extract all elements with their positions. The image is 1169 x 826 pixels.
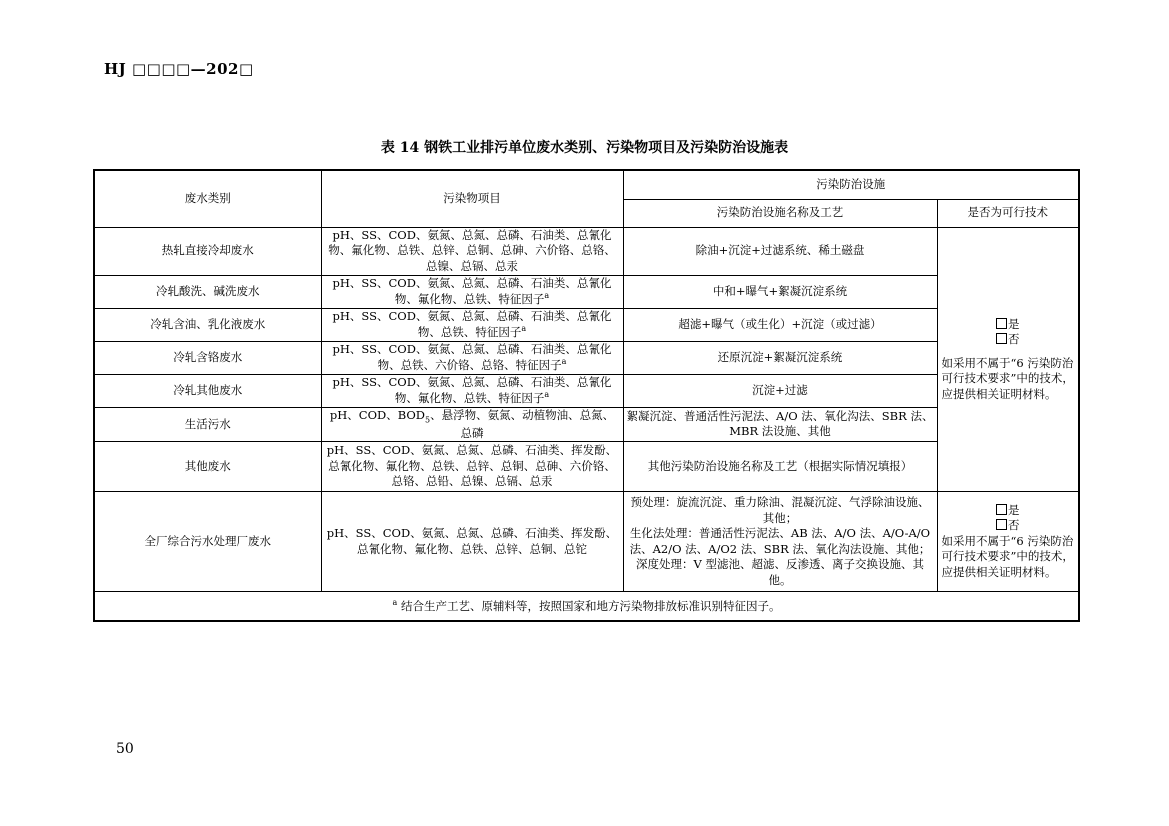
option-yes-label: 是 bbox=[1008, 316, 1020, 331]
checkbox-no[interactable] bbox=[996, 519, 1007, 530]
wastewater-type-cell: 冷轧其他废水 bbox=[94, 374, 321, 407]
checkbox-yes[interactable] bbox=[996, 318, 1007, 329]
header-wastewater-type: 废水类别 bbox=[94, 170, 321, 227]
pollutants-cell bbox=[321, 374, 623, 407]
pollutants-text: pH、SS、COD、氨氮、总氮、总磷、石油类、总氰化物、总铁、特征因子 bbox=[332, 308, 612, 339]
header-facility-name: 污染防治设施名称及工艺 bbox=[623, 199, 937, 227]
pollutants-text: pH、SS、COD、氨氮、总氮、总磷、石油类、总氰化物、总铁、六价铬、总铬、特征因子 bbox=[332, 341, 612, 372]
facility-line-biological: 生化法处理：普通活性污泥法、AB 法、A/O 法、A/O-A/O 法、A2/O 法、A/O2 法、SBR 法、氧化沟法设施、其他； bbox=[629, 526, 931, 556]
pollutants-cell bbox=[321, 308, 623, 341]
footnote-marker: a bbox=[544, 390, 550, 400]
facility-cell: 超滤+曝气（或生化）+沉淀（或过滤） bbox=[623, 308, 937, 341]
feasible-cell bbox=[937, 492, 1079, 592]
facility-cell: 絮凝沉淀、普通活性污泥法、A/O 法、氧化沟法、SBR 法、MBR 法设施、其他 bbox=[623, 407, 937, 442]
subscript-5: 5 bbox=[425, 414, 431, 424]
wastewater-type-cell: 冷轧含铬废水 bbox=[94, 341, 321, 374]
wastewater-table bbox=[93, 169, 1080, 622]
option-no-label: 否 bbox=[1008, 332, 1020, 347]
pollutants-text-post: 、悬浮物、氨氮、动植物油、总氮、总磷 bbox=[430, 407, 615, 440]
checkbox-yes[interactable] bbox=[996, 504, 1007, 515]
wastewater-type-cell: 热轧直接冷却废水 bbox=[94, 227, 321, 275]
checkbox-no[interactable] bbox=[996, 333, 1007, 344]
header-facilities: 污染防治设施 bbox=[623, 170, 1079, 199]
facility-cell bbox=[623, 492, 937, 592]
header-feasible: 是否为可行技术 bbox=[937, 199, 1079, 227]
wastewater-type-cell: 冷轧酸洗、碱洗废水 bbox=[94, 275, 321, 308]
header-pollutants: 污染物项目 bbox=[321, 170, 623, 227]
wastewater-type-cell: 生活污水 bbox=[94, 407, 321, 442]
table-row bbox=[94, 341, 1079, 374]
option-no[interactable] bbox=[942, 518, 1075, 534]
feasible-note: 如采用不属于“6 污染防治可行技术要求”中的技术，应提供相关证明材料。 bbox=[941, 355, 1074, 401]
table-row bbox=[94, 374, 1079, 407]
pollutants-text-pre: pH、COD、BOD bbox=[329, 407, 426, 422]
facility-line-pretreatment: 预处理：旋流沉淀、重力除油、混凝沉淀、气浮除油设施、其他； bbox=[630, 495, 930, 525]
wastewater-type-cell: 冷轧含油、乳化液废水 bbox=[94, 308, 321, 341]
table-row bbox=[94, 407, 1079, 442]
pollutants-text: pH、SS、COD、氨氮、总氮、总磷、石油类、总氰化物、氟化物、总铁、特征因子 bbox=[332, 374, 612, 405]
option-yes[interactable] bbox=[942, 503, 1075, 519]
table-row bbox=[94, 442, 1079, 492]
table-row bbox=[94, 308, 1079, 341]
facility-cell: 其他污染防治设施名称及工艺（根据实际情况填报） bbox=[623, 442, 937, 492]
footnote-marker: a bbox=[521, 324, 527, 334]
pollutants-cell: pH、SS、COD、氨氮、总氮、总磷、石油类、挥发酚、总氰化物、氟化物、总铁、总锌、总铜、总砷、六价铬、总铬、总铅、总镍、总镉、总汞 bbox=[321, 442, 623, 492]
wastewater-type-cell: 其他废水 bbox=[94, 442, 321, 492]
facility-line-advanced: 深度处理：V 型滤池、超滤、反渗透、离子交换设施、其他。 bbox=[636, 557, 924, 587]
footnote-marker: a bbox=[392, 597, 398, 607]
facility-cell: 还原沉淀+絮凝沉淀系统 bbox=[623, 341, 937, 374]
feasible-note: 如采用不属于“6 污染防治可行技术要求”中的技术，应提供相关证明材料。 bbox=[941, 533, 1074, 579]
pollutants-cell bbox=[321, 275, 623, 308]
pollutants-text: pH、SS、COD、氨氮、总氮、总磷、石油类、总氰化物、氟化物、总铁、特征因子 bbox=[332, 275, 612, 306]
wastewater-type-cell: 全厂综合污水处理厂废水 bbox=[94, 492, 321, 592]
footnote-row bbox=[94, 592, 1079, 621]
table-row bbox=[94, 492, 1079, 592]
option-yes-label: 是 bbox=[1008, 502, 1020, 517]
document-header: HJ □□□□—202□ bbox=[104, 60, 254, 78]
footnote-marker: a bbox=[561, 357, 567, 367]
page-number: 50 bbox=[116, 741, 134, 757]
table-header-row bbox=[94, 170, 1079, 199]
footnote-cell bbox=[94, 592, 1079, 621]
option-no-label: 否 bbox=[1008, 518, 1020, 533]
table-title: 表 14 钢铁工业排污单位废水类别、污染物项目及污染防治设施表 bbox=[380, 140, 789, 156]
pollutants-cell: pH、SS、COD、氨氮、总氮、总磷、石油类、总氰化物、氟化物、总铁、总锌、总铜、总砷、六价铬、总铬、总镍、总镉、总汞 bbox=[321, 227, 623, 275]
option-no[interactable] bbox=[942, 332, 1075, 348]
feasible-cell-group bbox=[937, 227, 1079, 492]
facility-cell: 沉淀+过滤 bbox=[623, 374, 937, 407]
option-yes[interactable] bbox=[942, 317, 1075, 333]
facility-cell: 除油+沉淀+过滤系统、稀土磁盘 bbox=[623, 227, 937, 275]
table-row bbox=[94, 227, 1079, 275]
pollutants-cell bbox=[321, 407, 623, 442]
footnote-marker: a bbox=[544, 291, 550, 301]
facility-cell: 中和+曝气+絮凝沉淀系统 bbox=[623, 275, 937, 308]
pollutants-cell bbox=[321, 341, 623, 374]
pollutants-cell: pH、SS、COD、氨氮、总氮、总磷、石油类、挥发酚、总氰化物、氟化物、总铁、总锌、总铜、总铊 bbox=[321, 492, 623, 592]
footnote-text: 结合生产工艺、原辅料等，按照国家和地方污染物排放标准识别特征因子。 bbox=[397, 598, 781, 613]
table-row bbox=[94, 275, 1079, 308]
